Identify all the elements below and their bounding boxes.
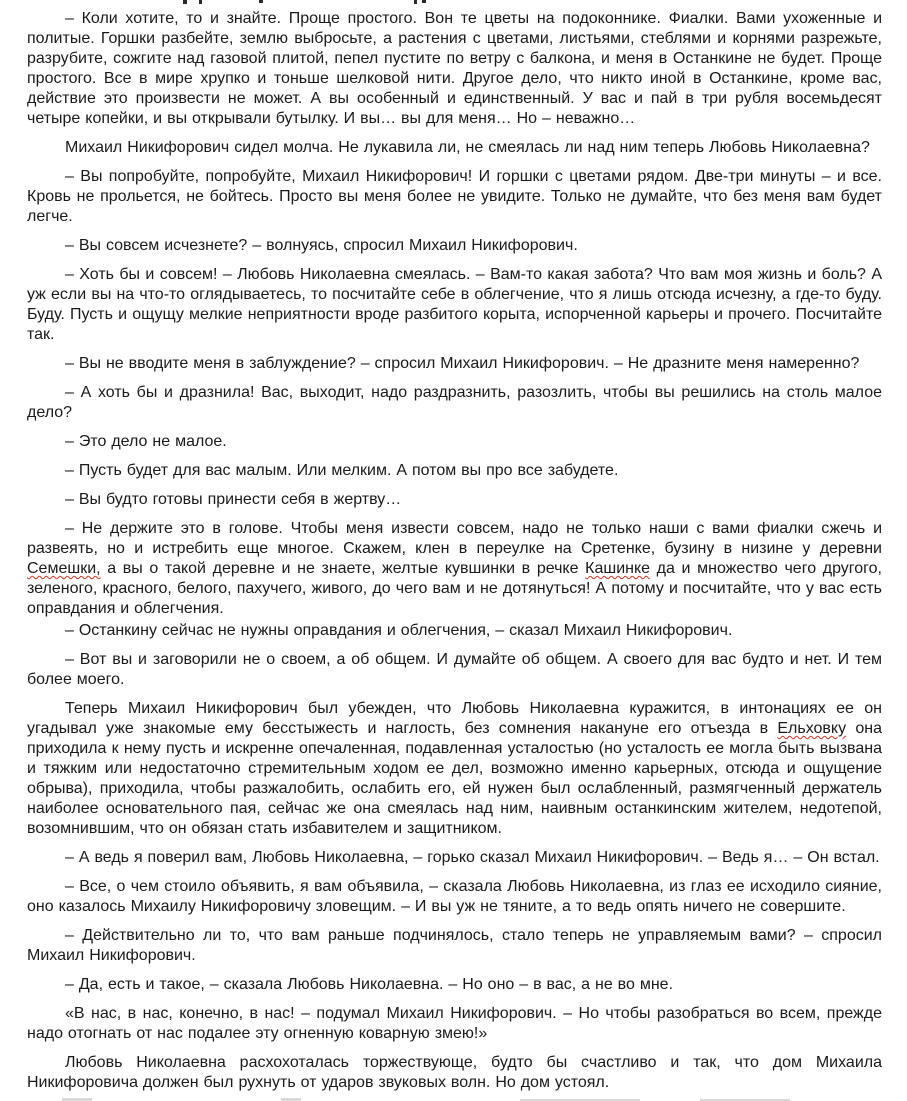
paragraph: – А ведь я поверил вам, Любовь Николаевна, – горько сказал Михаил Никифорович. – Ведь я… – Он встал. xyxy=(65,849,880,866)
misspelled-word: Семешки, xyxy=(27,560,101,577)
paragraph: – Да, есть и такое, – сказала Любовь Николаевна. – Но оно – в вас, а не во мне. xyxy=(65,976,674,993)
paragraph: – Хоть бы и совсем! – Любовь Николаевна смеялась. – Вам-то какая забота? Что вам моя жизнь и боль? А уж если вы на что-то оглядываетесь, то посчитайте себе в облегчение, что я лишь отсюда исчезну, а где-то буду. Буду. Пусть и ощущу мелкие неприятности вроде разбитого корыта, испорченной карьеры и прочего. Посчитайте так. xyxy=(27,266,882,343)
misspelled-word: Кашинке xyxy=(585,560,651,577)
clipped-line-bottom xyxy=(0,1095,907,1101)
paragraph: – Пусть будет для вас малым. Или мелким. А потом вы про все забудете. xyxy=(65,462,619,479)
paragraph: – Останкину сейчас не нужны оправдания и облегчения, – сказал Михаил Никифорович. xyxy=(65,622,733,639)
clipped-line-top xyxy=(0,0,907,6)
paragraph: – Вы не вводите меня в заблуждение? – спросил Михаил Никифорович. – Не дразните меня намеренно? xyxy=(65,355,860,372)
text-body xyxy=(27,9,882,1093)
paragraph: – Не держите это в голове. Чтобы меня извести совсем, надо не только наши с вами фиалки сжечь и развеять, но и истребить еще многое. Скажем, клен в переулке на Сретенке, бузину в низине у деревни Семешки, а вы о такой деревне и не знаете, желтые кувшинки в речке Кашинке да и множество чего другого, зеленого, красного, белого, пахучего, живого, до чего вам и не дотянуться! А потому и посчитайте, что у вас есть оправдания и облегчения. xyxy=(27,520,882,617)
paragraph: – Вы совсем исчезнете? – волнуясь, спросил Михаил Никифорович. xyxy=(65,237,578,254)
paragraph: – Коли хотите, то и знайте. Проще простого. Вон те цветы на подоконнике. Фиалки. Вами ухоженные и политые. Горшки разбейте, землю выбросьте, а растения с цветами, листьями, стеблями и корнями разрежьте, разрубите, сожгите над газовой плитой, пепел пустите по ветру с балкона, и меня в Останкине не будет. Проще простого. Все в мире хрупко и тоньше шелковой нити. Другое дело, что никто иной в Останкине, кроме вас, действие это произвести не может. А вы особенный и единственный. У вас и пай в три рубля восемьдесят четыре копейки, и вы открывали бутылку. И вы… вы для меня… Но – неважно… xyxy=(27,10,882,127)
paragraph: – Это дело не малое. xyxy=(65,433,227,450)
paragraph: – Вот вы и заговорили не о своем, а об общем. И думайте об общем. А своего для вас будто и нет. И тем более моего. xyxy=(27,651,882,688)
paragraph: – А хоть бы и дразнила! Вас, выходит, надо раздразнить, разозлить, чтобы вы решились на столь малое дело? xyxy=(27,384,882,421)
misspelled-word: Ельховку xyxy=(777,720,847,737)
paragraph: Теперь Михаил Никифорович был убежден, что Любовь Николаевна куражится, в интонациях ее он угадывал уже знакомые ему бесстыжесть и наглость, без сомнения накануне его отъезда в Ельховку она приходила к нему пусть и искренне опечаленная, подавленная усталостью (но усталость ее могла быть вызвана и тяжким или недостаточно стремительным ходом ее дел, возможно именно карьерных, отсюда и ощущение обрыва), приходила, чтобы разжалобить, ослабить его, ей нужен был ослабленный, размягченный держатель наиболее основательного пая, сейчас же она смеялась над ним, наивным останкинским жителем, недотепой, возомнившим, что он обязан стать избавителем и защитником. xyxy=(27,700,883,837)
paragraph: – Все, о чем стоило объявить, я вам объявила, – сказала Любовь Николаевна, из глаз ее исходило сияние, оно казалось Михаилу Никифоровичу зловещим. – И вы уж не тяните, а то ведь опять ничего не совершите. xyxy=(27,878,882,915)
paragraph: Любовь Николаевна расхохоталась торжествующе, будто бы счастливо и так, что дом Михаила Никифоровича должен был рухнуть от ударов звуковых волн. Но дом устоял. xyxy=(27,1054,882,1091)
paragraph: Михаил Никифорович сидел молча. Не лукавила ли, не смеялась ли над ним теперь Любовь Николаевна? xyxy=(65,139,870,156)
paragraph: – Вы попробуйте, попробуйте, Михаил Никифорович! И горшки с цветами рядом. Две-три минуты – и все. Кровь не прольется, не бойтесь. Просто вы меня более не увидите. Только не думайте, что без меня вам будет легче. xyxy=(27,168,882,225)
paragraph: – Вы будто готовы принести себя в жертву… xyxy=(65,491,402,508)
paragraph: – Действительно ли то, что вам раньше подчинялось, стало теперь не управляемым вами? – спросил Михаил Никифорович. xyxy=(27,927,882,964)
paragraph: «В нас, в нас, конечно, в нас! – подумал Михаил Никифорович. – Но чтобы разобраться во всем, прежде надо отогнать от нас подалее эту огненную коварную змею!» xyxy=(27,1005,882,1042)
